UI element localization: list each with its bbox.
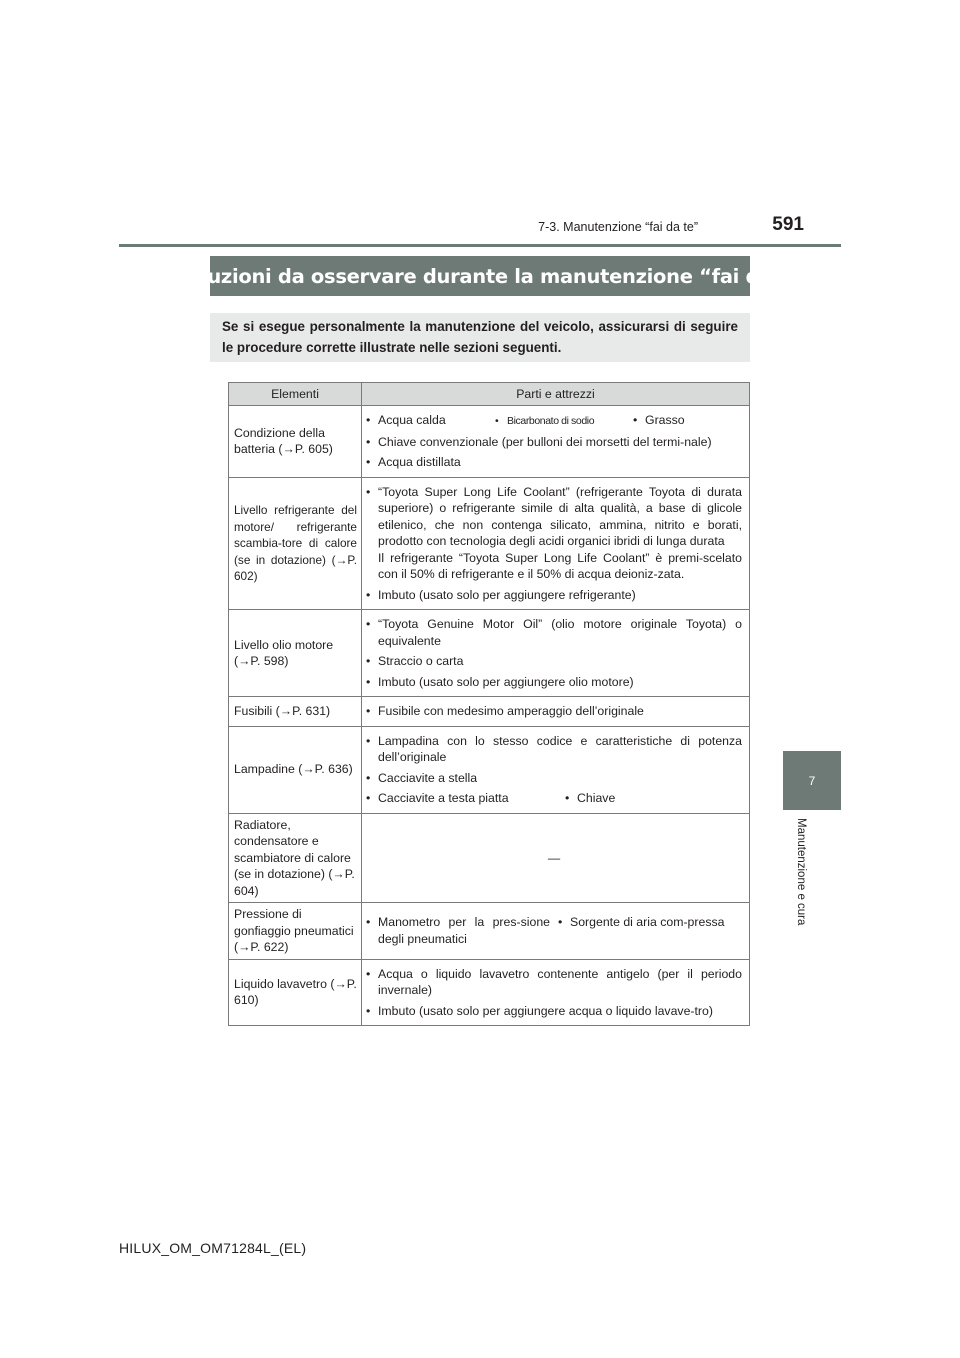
list-item: • Chiave convenzionale (per bulloni dei morsetti del termi-nale) xyxy=(366,434,742,451)
element-cell-washer: Liquido lavavetro (→P. 610) xyxy=(229,959,362,1026)
column-header-elements: Elementi xyxy=(229,383,362,406)
parts-list xyxy=(366,966,742,1020)
element-cell-fuses: Fusibili (→P. 631) xyxy=(229,697,362,727)
list-item: • Imbuto (usato solo per aggiungere olio motore) xyxy=(366,674,742,691)
column-header-parts: Parti e attrezzi xyxy=(362,383,750,406)
table-header-row xyxy=(229,383,750,406)
parts-list xyxy=(366,703,742,720)
parts-list xyxy=(366,434,742,471)
header-rule xyxy=(119,244,841,247)
document-code: HILUX_OM_OM71284L_(EL) xyxy=(119,1240,307,1256)
inline-items xyxy=(366,790,742,807)
table-row xyxy=(229,697,750,727)
intro-box: Se si esegue personalmente la manutenzione del veicolo, assicurarsi di seguire le procedure corrette illustrate nelle sezioni seguenti. xyxy=(210,313,750,362)
section-title: Precauzioni da osservare durante la manutenzione “fai da te” xyxy=(210,256,750,296)
table-row xyxy=(229,903,750,960)
parts-list xyxy=(366,616,742,690)
table-row xyxy=(229,813,750,903)
coolant-spec: “Toyota Super Long Life Coolant” (refrigerante Toyota di durata superiore) o refrigerante simile di alta qualità, a base di glicole etilenico, che non contenga silicato, ammina, nitrito e borati, prodotto con tecnologia degli acidi organici ibridi di lunga durata xyxy=(378,484,742,548)
chapter-label: Manutenzione e cura xyxy=(795,818,807,926)
element-cell-radiator: Radiatore, condensatore e scambiatore di calore (se in dotazione) (→P. 604) xyxy=(229,813,362,903)
table-row xyxy=(229,959,750,1026)
parts-cell-oil xyxy=(362,610,750,697)
element-cell-coolant: Livello refrigerante del motore/ refrigerante scambia-tore di calore (se in dotazione) (→P. 602) xyxy=(229,477,362,610)
parts-cell-fuses xyxy=(362,697,750,727)
list-item: • Acqua distillata xyxy=(366,454,742,471)
list-item: • Imbuto (usato solo per aggiungere refrigerante) xyxy=(366,587,742,604)
list-item: • Chiave xyxy=(565,790,615,807)
list-item: • Fusibile con medesimo amperaggio dell’originale xyxy=(366,703,742,720)
table-row xyxy=(229,610,750,697)
list-item: • Acqua o liquido lavavetro contenente antigelo (per il periodo invernale) xyxy=(366,966,742,999)
coolant-note: Il refrigerante “Toyota Super Long Life Coolant” è premi-scelato con il 50% di refrigerante e il 50% di acqua deioniz-zata. xyxy=(378,550,742,581)
list-item: • Cacciavite a testa piatta xyxy=(366,790,565,807)
list-item: • Cacciavite a stella xyxy=(366,770,742,787)
table-row xyxy=(229,406,750,478)
list-item: • Grasso xyxy=(633,412,685,430)
parts-cell-radiator: — xyxy=(362,813,750,903)
inline-items xyxy=(366,412,742,430)
list-item xyxy=(366,484,742,583)
parts-cell-washer xyxy=(362,959,750,1026)
parts-cell-bulbs xyxy=(362,726,750,813)
list-item: • “Toyota Genuine Motor Oil” (olio motore originale Toyota) o equivalente xyxy=(366,616,742,649)
element-cell-bulbs: Lampadine (→P. 636) xyxy=(229,726,362,813)
list-item: • Imbuto (usato solo per aggiungere acqua o liquido lavave-tro) xyxy=(366,1003,742,1020)
list-item: • Straccio o carta xyxy=(366,653,742,670)
element-cell-oil: Livello olio motore (→P. 598) xyxy=(229,610,362,697)
section-reference: 7-3. Manutenzione “fai da te” xyxy=(538,220,698,234)
page-number: 591 xyxy=(772,214,804,235)
parts-cell-battery xyxy=(362,406,750,478)
list-item: • Bicarbonato di sodio xyxy=(495,412,633,430)
chapter-tab[interactable]: 7 xyxy=(783,751,841,810)
parts-list xyxy=(366,484,742,604)
element-cell-battery: Condizione della batteria (→P. 605) xyxy=(229,406,362,478)
list-item: • Manometro per la pres-sione degli pneumatici xyxy=(366,914,550,947)
table-row xyxy=(229,726,750,813)
parts-cell-tires xyxy=(362,903,750,960)
parts-cell-coolant xyxy=(362,477,750,610)
list-item: • Lampadina con lo stesso codice e caratteristiche di potenza dell’originale xyxy=(366,733,742,766)
maintenance-table xyxy=(228,382,750,1026)
list-item: • Sorgente di aria com-pressa xyxy=(558,914,742,947)
parts-list xyxy=(366,733,742,787)
list-item: • Acqua calda xyxy=(366,412,495,430)
table-row xyxy=(229,477,750,610)
two-column-items xyxy=(366,914,742,947)
element-cell-tires: Pressione di gonfiaggio pneumatici (→P. 622) xyxy=(229,903,362,960)
